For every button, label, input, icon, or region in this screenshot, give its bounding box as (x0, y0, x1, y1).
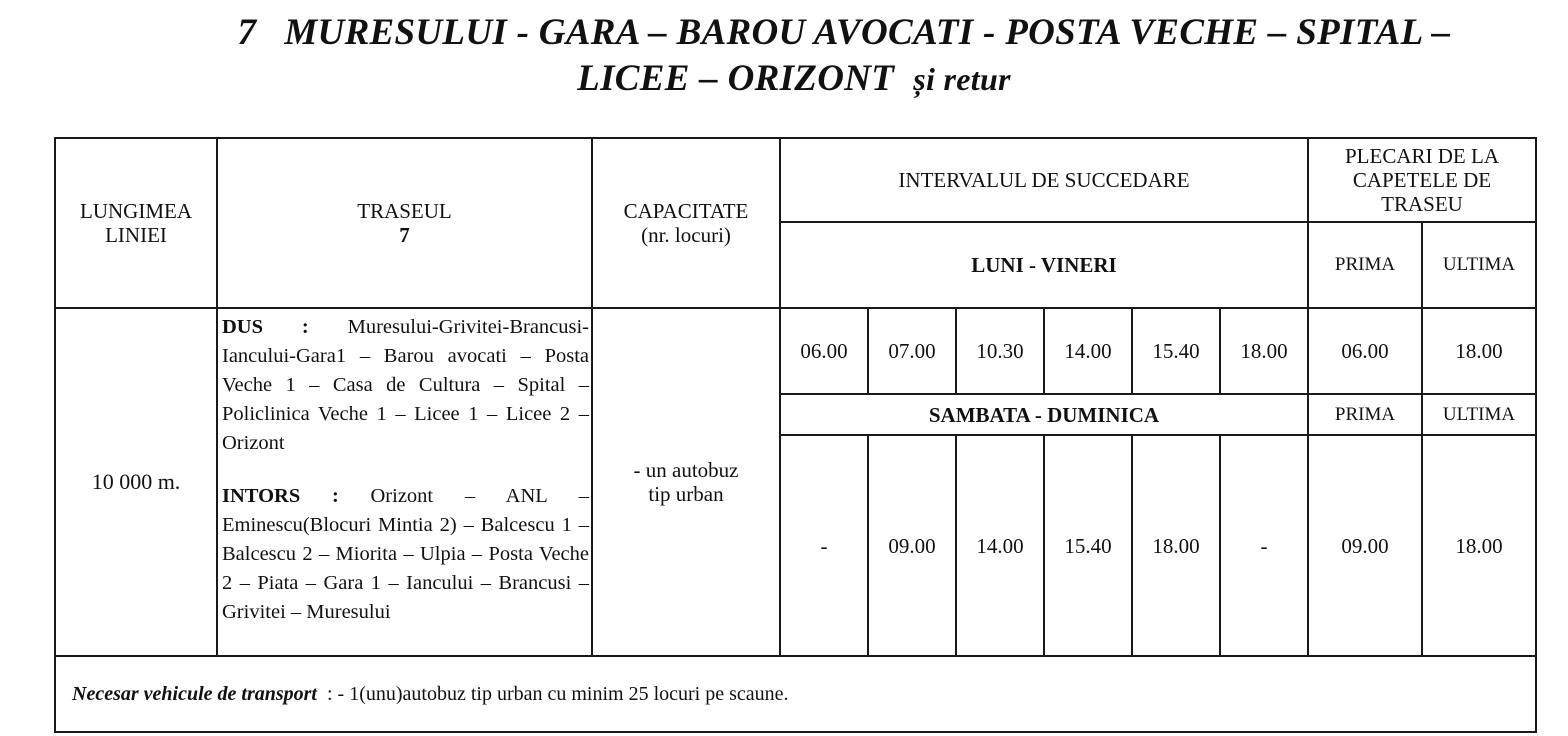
header-luni-vineri: LUNI - VINERI (780, 222, 1308, 308)
route-dus-label: DUS : (222, 316, 309, 338)
line-length: 10 000 m. (55, 308, 217, 656)
vehicle-requirement (55, 656, 1536, 732)
route-intors-label: INTORS : (222, 485, 339, 507)
weekend-time-5: 18.00 (1132, 435, 1220, 656)
title-route-part-1: MURESULUI - GARA – BAROU AVOCATI - POSTA VECHE – SPITAL – (284, 12, 1451, 53)
weekend-ultima: 18.00 (1422, 435, 1536, 656)
header-traseul: TRASEUL 7 (217, 138, 592, 308)
vehicle-requirement-text: : - 1(unu)autobuz tip urban cu minim 25 locuri pe scaune. (326, 683, 789, 705)
route-intors-text: Orizont – ANL – Eminescu(Blocuri Mintia 2) – Balcescu 1 – Balcescu 2 – Miorita – Ulpia – Posta Veche 2 – Piata – Gara 1 – Iancului – Brancusi – Grivitei – Muresului (222, 485, 589, 623)
header-prima: PRIMA (1308, 222, 1422, 308)
weekday-time-2: 07.00 (868, 308, 956, 394)
header-ultima: ULTIMA (1422, 222, 1536, 308)
weekend-ultima-label: ULTIMA (1422, 394, 1536, 435)
weekend-prima: 09.00 (1308, 435, 1422, 656)
weekday-time-5: 15.40 (1132, 308, 1220, 394)
capacity: - un autobuz tip urban (592, 308, 780, 656)
weekend-prima-label: PRIMA (1308, 394, 1422, 435)
header-interval: INTERVALUL DE SUCCEDARE (780, 138, 1308, 222)
weekday-time-4: 14.00 (1044, 308, 1132, 394)
document-title (0, 10, 1568, 102)
title-line-2 (0, 56, 1568, 102)
header-lungimea: LUNGIMEA LINIEI (55, 138, 217, 308)
title-suffix: și retur (913, 61, 1011, 97)
header-plecari: PLECARI DE LA CAPETELE DE TRASEU (1308, 138, 1536, 222)
line-number: 7 (237, 12, 257, 53)
weekend-time-6: - (1220, 435, 1308, 656)
weekday-time-6: 18.00 (1220, 308, 1308, 394)
header-sambata-duminica: SAMBATA - DUMINICA (780, 394, 1308, 435)
weekend-time-3: 14.00 (956, 435, 1044, 656)
route-description (217, 308, 592, 656)
header-traseul-number: 7 (399, 223, 410, 247)
header-capacitate: CAPACITATE (nr. locuri) (592, 138, 780, 308)
title-route-part-2: LICEE – ORIZONT (577, 58, 895, 99)
weekend-time-1: - (780, 435, 868, 656)
schedule-table (54, 137, 1537, 733)
header-capacitate-sub: (nr. locuri) (641, 223, 731, 247)
route-dus-text: Muresului-Grivitei-Brancusi-Iancului-Gara1 – Barou avocati – Posta Veche 1 – Casa de Cultura – Spital – Policlinica Veche 1 – Licee 1 – Licee 2 – Orizont (222, 316, 590, 454)
vehicle-requirement-label: Necesar vehicule de transport (72, 683, 317, 705)
weekday-time-1: 06.00 (780, 308, 868, 394)
weekend-time-4: 15.40 (1044, 435, 1132, 656)
route-dus (222, 313, 589, 458)
weekend-time-2: 09.00 (868, 435, 956, 656)
weekday-time-3: 10.30 (956, 308, 1044, 394)
route-intors (222, 482, 589, 627)
weekday-ultima: 18.00 (1422, 308, 1536, 394)
weekday-prima: 06.00 (1308, 308, 1422, 394)
title-line-1 (0, 10, 1568, 56)
